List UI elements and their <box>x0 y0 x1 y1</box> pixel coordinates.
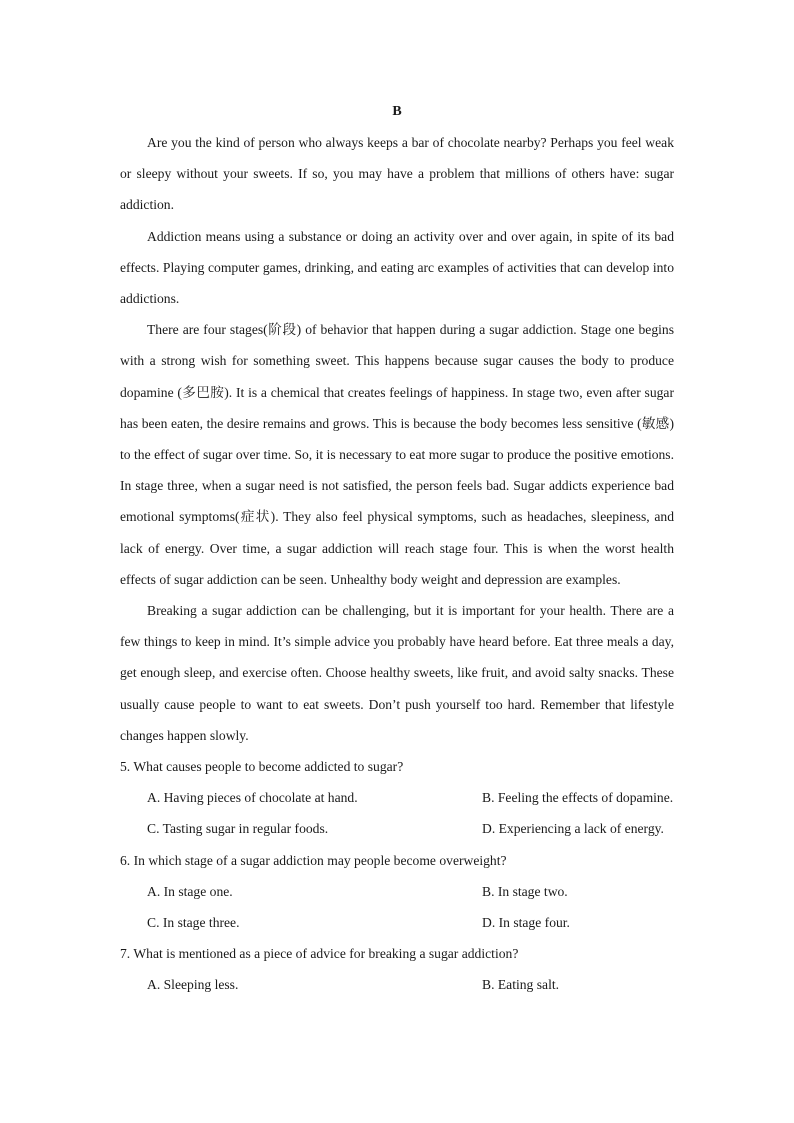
option-b[interactable]: B. Feeling the effects of dopamine. <box>482 790 674 806</box>
option-c[interactable]: C. In stage three. <box>147 915 240 931</box>
question-6 <box>120 845 674 939</box>
question-stem: 6. In which stage of a sugar addiction may people become overweight? <box>120 852 507 868</box>
option-b[interactable]: B. In stage two. <box>482 883 568 899</box>
paragraph-3: There are four stages(阶段) of behavior that happen during a sugar addiction. Stage one begins with a strong wish for something sweet. This happens because sugar causes the body to produce dopamine (多巴胺). It is a chemical that creates feelings of happiness. In stage two, even after sugar has been eaten, the desire remains and grows. This is because the body becomes less sensitive (敏感) to the effect of sugar over time. So, it is necessary to eat more sugar to produce the positive emotions. In stage three, when a sugar need is not satisfied, the person feels bad. Sugar addicts experience bad emotional symptoms(症状). They also feel physical symptoms, such as headaches, sleepiness, and lack of energy. Over time, a sugar addiction will reach stage four. This is when the worst health effects of sugar addiction can be seen. Unhealthy body weight and depression are examples. <box>120 322 674 587</box>
paragraph-1: Are you the kind of person who always keeps a bar of chocolate nearby? Perhaps you feel weak or sleepy without your sweets. If so, you may have a problem that millions of others have: sugar addiction. <box>120 135 674 213</box>
option-b[interactable]: B. Eating salt. <box>482 977 560 993</box>
option-c[interactable]: C. Tasting sugar in regular foods. <box>147 821 329 837</box>
document-page <box>120 96 674 1001</box>
answer-options <box>120 969 674 1000</box>
answer-options <box>120 876 674 938</box>
paragraph-2: Addiction means using a substance or doing an activity over and over again, in spite of its bad effects. Playing computer games, drinking, and eating arc examples of activities that can develop into addictions. <box>120 228 674 307</box>
option-d[interactable]: D. In stage four. <box>482 915 570 931</box>
option-a[interactable]: A. In stage one. <box>147 883 233 899</box>
answer-options <box>120 782 674 844</box>
option-d[interactable]: D. Experiencing a lack of energy. <box>482 821 664 837</box>
option-a[interactable]: A. Having pieces of chocolate at hand. <box>147 790 358 806</box>
question-stem: 7. What is mentioned as a piece of advice for breaking a sugar addiction? <box>120 946 519 962</box>
question-5 <box>120 751 674 845</box>
question-7 <box>120 938 674 1000</box>
section-label: B <box>392 104 402 119</box>
question-stem: 5. What causes people to become addicted to sugar? <box>120 759 404 775</box>
paragraph-4: Breaking a sugar addiction can be challenging, but it is important for your health. There are a few things to keep in mind. It’s simple advice you probably have heard before. Eat three meals a day, get enough sleep, and exercise often. Choose healthy sweets, like fruit, and avoid salty snacks. These usually cause people to want to eat sweets. Don’t push yourself too hard. Remember that lifestyle changes happen slowly. <box>120 603 674 743</box>
option-a[interactable]: A. Sleeping less. <box>147 977 239 993</box>
